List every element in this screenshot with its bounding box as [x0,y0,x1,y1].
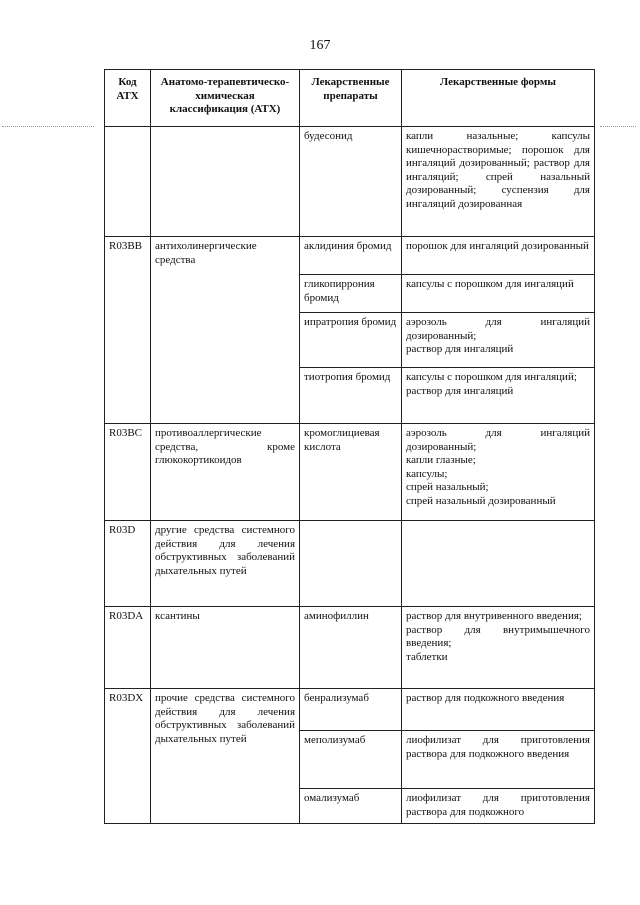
form-line: раствор для подкожного введения [406,692,565,704]
form-line: раствор для внутримышечного введения; [406,623,590,649]
drug-cell: меполизумаб [300,731,402,789]
classification-cell [151,127,300,237]
drug-cell: аклидиния бромид [300,237,402,275]
atx-table [104,69,595,824]
forms-cell [402,607,595,689]
table-row [105,689,595,731]
form-line: лиофилизат для приготовления раствора для подкожного [406,792,590,818]
forms-cell [402,275,595,313]
table-row [105,521,595,607]
form-line: аэрозоль для ингаляций дозированный; [406,316,590,342]
code-cell: R03DA [105,607,151,689]
forms-cell [402,789,595,824]
forms-cell [402,689,595,731]
form-line: капсулы с порошком для ингаляций; [406,371,577,383]
forms-cell [402,731,595,789]
header-forms: Лекарственные формы [402,70,595,127]
header-drugs: Лекарственные препараты [300,70,402,127]
left-margin-mark [2,126,94,128]
drug-cell: тиотропия бромид [300,368,402,424]
drug-cell: бенрализумаб [300,689,402,731]
code-cell: R03D [105,521,151,607]
form-line: лиофилизат для приготовления раствора для подкожного введения [406,734,590,760]
classification-cell: противоаллергические средства, кроме глюкокортикоидов [151,424,300,521]
table-row [105,607,595,689]
classification-cell: ксантины [151,607,300,689]
drug-cell: аминофиллин [300,607,402,689]
form-line: порошок для ингаляций дозированный [406,240,589,252]
drug-cell: омализумаб [300,789,402,824]
form-line: аэрозоль для ингаляций дозированный; [406,427,590,453]
code-cell: R03BB [105,237,151,424]
form-line: раствор для ингаляций [406,384,514,397]
form-line: раствор для внутривенного введения; [406,610,582,622]
forms-cell [402,424,595,521]
forms-cell [402,368,595,424]
header-classification: Анатомо-терапевтическо-химическая классификация (АТХ) [151,70,300,127]
code-cell: R03BC [105,424,151,521]
right-margin-mark [600,126,636,128]
classification-cell: прочие средства системного действия для лечения обструктивных заболеваний дыхательных путей [151,689,300,824]
drug-cell [300,521,402,607]
table-header-row [105,70,595,127]
forms-cell [402,127,595,237]
classification-cell: антихолинергические средства [151,237,300,424]
code-cell [105,127,151,237]
table-row [105,127,595,237]
header-code: Код АТХ [105,70,151,127]
table-row [105,424,595,521]
form-line: капли глазные; [406,454,476,466]
drug-cell: ипратропия бромид [300,313,402,368]
classification-cell: другие средства системного действия для лечения обструктивных заболеваний дыхательных путей [151,521,300,607]
drug-cell: кромоглициевая кислота [300,424,402,521]
forms-cell [402,237,595,275]
page-number: 167 [309,38,331,53]
drug-cell: гликопиррония бромид [300,275,402,313]
table-row [105,237,595,275]
form-line: спрей назальный дозированный [406,494,556,507]
drug-cell: будесонид [300,127,402,237]
forms-cell [402,313,595,368]
form-line: капсулы; [406,467,448,480]
form-line: капли назальные; капсулы кишечнорастворимые; порошок для ингаляций дозированный; раствор для ингаляций; спрей назальный дозированный; суспензия для ингаляций дозированная [406,130,590,210]
forms-cell [402,521,595,607]
form-line: раствор для ингаляций [406,343,514,355]
form-line: таблетки [406,650,448,663]
form-line: спрей назальный; [406,481,489,493]
form-line: капсулы с порошком для ингаляций [406,278,574,290]
code-cell: R03DX [105,689,151,824]
